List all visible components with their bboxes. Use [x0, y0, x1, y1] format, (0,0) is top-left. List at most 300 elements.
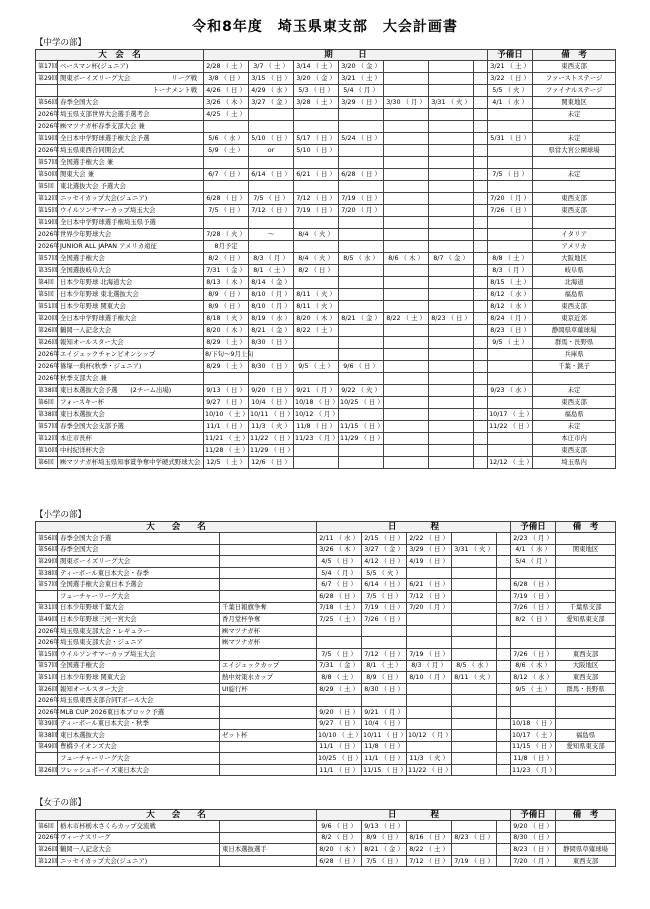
- tournament-name: [58, 121, 204, 133]
- tournament-name-text: 秋季支部大会 兼: [60, 374, 107, 382]
- date-cell: 10/4 （ 日 ）: [249, 397, 294, 409]
- date-cell: [407, 567, 452, 579]
- tournament-sponsor: [220, 579, 317, 591]
- round-number: [36, 590, 58, 602]
- date-cell: 5/24 （ 日 ）: [339, 133, 384, 145]
- notes-cell: [556, 821, 616, 833]
- tournament-name: 埼玉県東西支部合同Tボール大会: [58, 695, 220, 707]
- date-cell: 11/1 （ 日 ）: [362, 753, 407, 765]
- date-cell: [474, 97, 488, 109]
- table-header: [36, 50, 616, 61]
- date-cell: [429, 85, 474, 97]
- tournament-name: 報知オールスター大会: [58, 683, 220, 695]
- date-cell: [429, 301, 474, 313]
- table-row: [36, 217, 616, 229]
- date-cell: [474, 145, 488, 157]
- date-cell: [384, 217, 429, 229]
- date-cell: [497, 821, 511, 833]
- section-label: 【小学の部】: [35, 510, 87, 520]
- notes-cell: 東西支部: [533, 193, 616, 205]
- date-cell: [339, 337, 384, 349]
- notes-cell: 東西支部: [533, 205, 616, 217]
- date-cell: [294, 349, 339, 361]
- notes-cell: [533, 373, 616, 385]
- header-dates: 日 程: [317, 810, 511, 821]
- document-title: 令和8年度 埼玉県東支部 大会計画書: [192, 19, 458, 35]
- date-cell: 10/12 （ 月 ）: [294, 409, 339, 421]
- date-cell: 7/12 （ 日 ）: [407, 590, 452, 602]
- notes-cell: [556, 695, 616, 707]
- table-row: [36, 337, 616, 349]
- date-cell: [429, 325, 474, 337]
- date-cell: 8/4 （ 火 ）: [294, 229, 339, 241]
- date-cell: [384, 265, 429, 277]
- round-number: 第15回: [36, 205, 58, 217]
- round-number: 2026年: [36, 373, 58, 385]
- round-number: [36, 753, 58, 765]
- date-cell: [384, 169, 429, 181]
- date-cell: 9/6 （ 日 ）: [339, 361, 384, 373]
- reserve-date: [511, 567, 556, 579]
- date-cell: 8/2 （ 日 ）: [294, 265, 339, 277]
- date-cell: [452, 602, 497, 614]
- round-number: 第29回: [36, 73, 58, 85]
- tournament-name: 春季全国大会: [58, 544, 220, 556]
- reserve-date: [488, 445, 533, 457]
- reserve-date: [488, 229, 533, 241]
- date-cell: [474, 193, 488, 205]
- round-number: 第26回: [36, 844, 58, 856]
- date-cell: [384, 457, 429, 469]
- tournament-name: 日本少年野球千葉大会: [58, 602, 220, 614]
- round-number: 第26回: [36, 337, 58, 349]
- tournament-sponsor: [220, 544, 317, 556]
- date-cell: [474, 133, 488, 145]
- date-cell: 3/29 （ 日 ）: [339, 97, 384, 109]
- date-cell: [384, 349, 429, 361]
- header-reserve: 予備日: [511, 522, 556, 533]
- date-cell: [339, 325, 384, 337]
- date-cell: 8/30 （ 日 ）: [362, 683, 407, 695]
- round-number: 第51回: [36, 672, 58, 684]
- tournament-sponsor: 千葉日報旗争奪: [220, 602, 317, 614]
- date-cell: 8/8 （ 土 ）: [317, 672, 362, 684]
- date-cell: [204, 181, 249, 193]
- date-cell: [384, 193, 429, 205]
- notes-cell: 静岡県草薙球場: [533, 325, 616, 337]
- notes-cell: 未定: [533, 133, 616, 145]
- date-cell: 8月予定: [204, 241, 249, 253]
- date-cell: [429, 349, 474, 361]
- reserve-date: 11/22 （ 日 ）: [488, 421, 533, 433]
- reserve-date: [511, 625, 556, 637]
- date-cell: [294, 373, 339, 385]
- reserve-date: 6/28 （ 日 ）: [511, 579, 556, 591]
- date-cell: [249, 373, 294, 385]
- tournament-name-text: ㈱マツナガ杯埼玉県知事賞争奪中学硬式野球大会: [60, 458, 201, 466]
- date-cell: [384, 73, 429, 85]
- tournament-sponsor: [220, 741, 317, 753]
- date-cell: 11/28 （ 土 ）: [204, 445, 249, 457]
- date-cell: 10/10 （ 土 ）: [204, 409, 249, 421]
- date-cell: 2/15 （ 日 ）: [362, 533, 407, 545]
- round-number: 2026年: [36, 121, 58, 133]
- date-cell: 8/23 （ 日 ）: [452, 832, 497, 844]
- tournament-name: [58, 337, 204, 349]
- date-cell: 6/28 （ 日 ）: [317, 590, 362, 602]
- date-cell: 8/1 （ 土 ）: [249, 265, 294, 277]
- tournament-name-text: 春季全国大会支部予選: [60, 422, 124, 430]
- date-cell: [429, 229, 474, 241]
- tournament-name: [58, 97, 204, 109]
- date-cell: 10/10 （ 土 ）: [317, 730, 362, 742]
- date-cell: 11/8 （ 日 ）: [294, 421, 339, 433]
- reserve-date: 7/26 （ 日 ）: [511, 648, 556, 660]
- notes-cell: 未定: [533, 385, 616, 397]
- date-cell: [497, 832, 511, 844]
- header-name: 大 会 名: [36, 810, 317, 821]
- reserve-date: [488, 397, 533, 409]
- reserve-date: [488, 181, 533, 193]
- date-cell: [429, 445, 474, 457]
- table-row: [36, 73, 616, 85]
- table-row: [36, 289, 616, 301]
- table-row: [36, 349, 616, 361]
- date-cell: 6/21 （ 日 ）: [407, 579, 452, 591]
- date-cell: [474, 253, 488, 265]
- tournament-sponsor: [220, 855, 317, 867]
- date-cell: [452, 753, 497, 765]
- date-cell: 6/14 （ 日 ）: [249, 169, 294, 181]
- table-row: [36, 229, 616, 241]
- notes-cell: 本庄市内: [533, 433, 616, 445]
- date-cell: [429, 181, 474, 193]
- notes-cell: 東西支部: [533, 445, 616, 457]
- date-cell: 7/5 （ 日 ）: [362, 855, 407, 867]
- tournament-name-text: 東北選抜大会 予選大会: [60, 182, 126, 190]
- round-number: 2026年: [36, 637, 58, 649]
- date-cell: [429, 61, 474, 73]
- tournament-sponsor: [220, 764, 317, 776]
- reserve-date: [488, 373, 533, 385]
- date-cell: [249, 121, 294, 133]
- tournament-name-text: 全日本中学野球選手権埼玉県予選: [60, 218, 156, 226]
- table-row: [36, 753, 616, 765]
- tournament-name: [58, 217, 204, 229]
- date-cell: [317, 695, 362, 707]
- date-cell: 12/6 （ 日 ）: [249, 457, 294, 469]
- notes-cell: 大阪地区: [533, 253, 616, 265]
- round-number: 2026年: [36, 832, 58, 844]
- tournament-sponsor: [220, 533, 317, 545]
- date-cell: [429, 265, 474, 277]
- date-cell: 11/22 （ 日 ）: [249, 433, 294, 445]
- tournament-name: 日本少年野球 関東大会: [58, 672, 220, 684]
- table-row: [36, 567, 616, 579]
- table-row: [36, 193, 616, 205]
- table-row: [36, 325, 616, 337]
- reserve-date: 5/4 （ 月 ）: [511, 556, 556, 568]
- date-cell: 12/5 （ 土 ）: [204, 457, 249, 469]
- notes-cell: [556, 637, 616, 649]
- date-cell: [339, 349, 384, 361]
- date-cell: 5/5 （ 火 ）: [362, 567, 407, 579]
- reserve-date: 7/26 （ 日 ）: [511, 602, 556, 614]
- date-cell: 8/21 （ 金 ）: [249, 325, 294, 337]
- tournament-name-text: 中村紀洋杯大会: [60, 446, 105, 454]
- date-cell: 7/12 （ 日 ）: [407, 855, 452, 867]
- tournament-sponsor: [220, 648, 317, 660]
- reserve-date: 8/15 （ 土 ）: [488, 277, 533, 289]
- tournament-name-text: ウイルソンサマーカップ埼玉大会: [60, 206, 156, 214]
- notes-cell: [556, 753, 616, 765]
- table-row: [36, 373, 616, 385]
- table-row: [36, 648, 616, 660]
- tournament-sponsor: ㈱マツナガ杯: [220, 625, 317, 637]
- date-cell: [497, 602, 511, 614]
- date-cell: [452, 683, 497, 695]
- date-cell: [497, 764, 511, 776]
- date-cell: 6/7 （ 日 ）: [204, 169, 249, 181]
- table-row: [36, 625, 616, 637]
- tournament-name: ウイルソンサマーカップ埼玉大会: [58, 648, 220, 660]
- tournament-name-text: ニッセイカップ大会(ジュニア): [60, 194, 148, 202]
- tournament-name: [58, 169, 204, 181]
- reserve-date: [488, 157, 533, 169]
- tournament-name: [58, 277, 204, 289]
- table-row: [36, 169, 616, 181]
- date-cell: 7/19 （ 日 ）: [407, 648, 452, 660]
- reserve-date: 8/8 （ 土 ）: [488, 253, 533, 265]
- date-cell: [452, 706, 497, 718]
- date-cell: 7/12 （ 日 ）: [249, 205, 294, 217]
- date-cell: [407, 683, 452, 695]
- date-cell: [384, 373, 429, 385]
- date-cell: 6/28 （ 日 ）: [204, 193, 249, 205]
- date-cell: [497, 556, 511, 568]
- date-cell: [339, 265, 384, 277]
- reserve-date: 8/24 （ 月 ）: [488, 313, 533, 325]
- tournament-name: [58, 301, 204, 313]
- date-cell: 8/22 （ 土 ）: [294, 325, 339, 337]
- reserve-date: [488, 109, 533, 121]
- date-cell: [474, 385, 488, 397]
- date-cell: 8/9 （ 日 ）: [204, 289, 249, 301]
- date-cell: [429, 217, 474, 229]
- date-cell: [339, 157, 384, 169]
- header-reserve: 予備日: [511, 810, 556, 821]
- date-cell: 8/30 （ 日 ）: [249, 337, 294, 349]
- round-number: 第38回: [36, 385, 58, 397]
- date-cell: 8/21 （ 金 ）: [362, 844, 407, 856]
- date-cell: [474, 61, 488, 73]
- date-cell: [384, 145, 429, 157]
- tournament-name-text: 世界少年野球大会: [60, 230, 112, 238]
- date-cell: 8/11 （ 火 ）: [294, 289, 339, 301]
- tournament-name: [58, 181, 204, 193]
- reserve-date: 8/6 （ 木 ）: [511, 660, 556, 672]
- date-cell: 10/4 （ 日 ）: [362, 718, 407, 730]
- reserve-date: 5/5 （ 火 ）: [488, 85, 533, 97]
- date-cell: 9/20 （ 日 ）: [249, 385, 294, 397]
- date-cell: 11/15 （ 日 ）: [339, 421, 384, 433]
- date-cell: [339, 373, 384, 385]
- table-row: [36, 265, 616, 277]
- date-cell: 8/6 （ 木 ）: [384, 253, 429, 265]
- table-row: [36, 457, 616, 469]
- table-row: [36, 602, 616, 614]
- reserve-date: 7/5 （ 日 ）: [488, 169, 533, 181]
- notes-cell: [556, 706, 616, 718]
- date-cell: [362, 625, 407, 637]
- date-cell: [339, 301, 384, 313]
- table-row: [36, 590, 616, 602]
- date-cell: 8/7 （ 金 ）: [429, 253, 474, 265]
- tournament-name: [58, 325, 204, 337]
- notes-cell: 大阪地区: [556, 660, 616, 672]
- date-cell: 8/16 （ 日 ）: [407, 832, 452, 844]
- table-row: [36, 361, 616, 373]
- date-cell: 8/3 （ 月 ）: [407, 660, 452, 672]
- notes-cell: イタリア: [533, 229, 616, 241]
- date-cell: [384, 181, 429, 193]
- date-cell: 8/9 （ 日 ）: [204, 301, 249, 313]
- tournament-name: [58, 385, 204, 397]
- date-cell: [294, 457, 339, 469]
- round-number: 第49回: [36, 614, 58, 626]
- date-cell: 2/22 （ 日 ）: [407, 533, 452, 545]
- header-dates: 日 程: [317, 522, 511, 533]
- date-cell: 2/11 （ 水 ）: [317, 533, 362, 545]
- date-cell: 3/26 （ 木 ）: [317, 544, 362, 556]
- notes-cell: [556, 832, 616, 844]
- date-cell: [294, 181, 339, 193]
- date-cell: [497, 706, 511, 718]
- round-number: 第5回: [36, 289, 58, 301]
- tournament-sponsor: [220, 706, 317, 718]
- round-number: 2026年: [36, 145, 58, 157]
- notes-cell: 福島県: [533, 289, 616, 301]
- date-cell: [497, 683, 511, 695]
- tournament-name: [58, 433, 204, 445]
- date-cell: [294, 241, 339, 253]
- reserve-date: 9/5 （ 土 ）: [511, 683, 556, 695]
- round-number: 第50回: [36, 169, 58, 181]
- date-cell: 9/13 （ 日 ）: [204, 385, 249, 397]
- round-number: 第49回: [36, 741, 58, 753]
- notes-cell: [533, 121, 616, 133]
- date-cell: [474, 313, 488, 325]
- reserve-date: 5/31 （ 日 ）: [488, 133, 533, 145]
- date-cell: [384, 409, 429, 421]
- reserve-date: 7/20 （ 月 ）: [511, 855, 556, 867]
- reserve-date: 8/12 （ 水 ）: [511, 672, 556, 684]
- round-number: 第26回: [36, 683, 58, 695]
- date-cell: [384, 421, 429, 433]
- date-cell: 9/22 （ 火 ）: [339, 385, 384, 397]
- reserve-date: 10/17 （ 土 ）: [488, 409, 533, 421]
- round-number: 2026年: [36, 695, 58, 707]
- reserve-date: [511, 706, 556, 718]
- elementary-section: [35, 510, 615, 776]
- tournament-name-text: フォースキー杯: [60, 398, 105, 406]
- date-cell: [474, 181, 488, 193]
- table-row: [36, 844, 616, 856]
- date-cell: [452, 695, 497, 707]
- notes-cell: 関東地区: [556, 544, 616, 556]
- reserve-date: [488, 349, 533, 361]
- date-cell: [294, 445, 339, 457]
- reserve-date: 8/23 （ 日 ）: [488, 325, 533, 337]
- date-cell: [452, 625, 497, 637]
- date-cell: [407, 821, 452, 833]
- table-row: [36, 683, 616, 695]
- notes-cell: 未定: [533, 421, 616, 433]
- date-cell: 8/9 （ 日 ）: [362, 672, 407, 684]
- date-cell: [452, 614, 497, 626]
- date-cell: 10/18 （ 日 ）: [294, 397, 339, 409]
- table-row: [36, 409, 616, 421]
- round-number: 第12回: [36, 193, 58, 205]
- date-cell: [429, 73, 474, 85]
- round-number: 2026年: [36, 706, 58, 718]
- date-cell: 11/3 （ 火 ）: [407, 753, 452, 765]
- round-number: 第19回: [36, 133, 58, 145]
- date-cell: 8/14 （ 金 ）: [249, 277, 294, 289]
- table-row: [36, 85, 616, 97]
- round-number: 第20回: [36, 313, 58, 325]
- tournament-name: フューチャーリーグ大会: [58, 753, 220, 765]
- tournament-name: [58, 445, 204, 457]
- notes-cell: [533, 181, 616, 193]
- date-cell: 4/12 （ 日 ）: [362, 556, 407, 568]
- date-cell: 8/30 （ 日 ）: [249, 361, 294, 373]
- date-cell: 8/9 （ 日 ）: [362, 832, 407, 844]
- table-row: [36, 181, 616, 193]
- date-cell: [497, 844, 511, 856]
- header-dates: 期 日: [204, 50, 488, 61]
- tournament-name-text: ㈱マツナガ杯春季支部大会 兼: [60, 122, 145, 130]
- date-cell: 3/20 （ 金 ）: [339, 61, 384, 73]
- notes-cell: [533, 157, 616, 169]
- tournament-name: 鶴岡一人記念大会: [58, 844, 220, 856]
- date-cell: [384, 133, 429, 145]
- date-cell: 3/31 （ 火 ）: [452, 544, 497, 556]
- date-cell: [407, 637, 452, 649]
- schedule-table: [35, 809, 616, 867]
- date-cell: 8/19 （ 水 ）: [249, 313, 294, 325]
- date-cell: 3/31 （ 火 ）: [429, 97, 474, 109]
- date-cell: [339, 121, 384, 133]
- date-cell: [204, 373, 249, 385]
- tournament-name-text: 全国選手権大会 兼: [60, 158, 114, 166]
- date-cell: [204, 121, 249, 133]
- tournament-name: フューチャーリーグ大会: [58, 590, 220, 602]
- notes-cell: 福島県: [556, 730, 616, 742]
- date-cell: 7/19 （ 日 ）: [452, 855, 497, 867]
- table-row: [36, 821, 616, 833]
- table-header: [36, 810, 616, 821]
- date-cell: [249, 349, 294, 361]
- table-row: [36, 145, 616, 157]
- date-cell: [317, 637, 362, 649]
- notes-cell: アメリカ: [533, 241, 616, 253]
- tournament-name: 全国選手権大会: [58, 660, 220, 672]
- date-cell: [452, 533, 497, 545]
- notes-cell: 東西支部: [533, 61, 616, 73]
- date-cell: [474, 349, 488, 361]
- date-cell: [429, 385, 474, 397]
